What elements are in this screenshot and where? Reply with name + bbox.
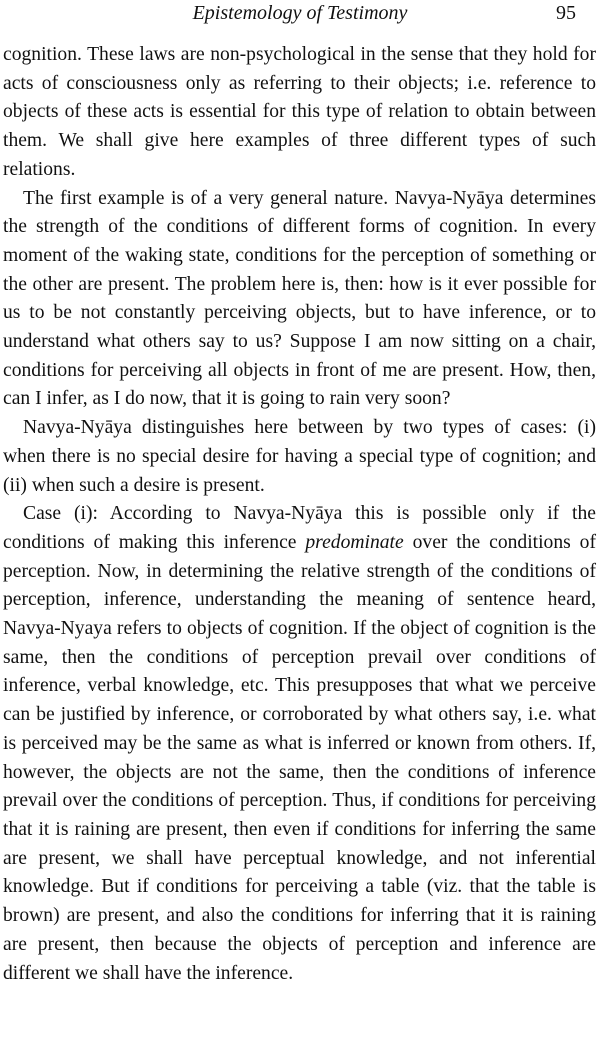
emphasized-word: predominate: [305, 531, 404, 553]
case-one-text-start: Case (i): According to Navya-Nyāya this is possible only if the conditions of making this inference: [3, 503, 596, 553]
case-one-text-end: over the conditions of perception. Now, in determining the relative strength of the conditions of perception, inference, understanding the meaning of sentence heard, Navya-Nyaya refers to objects of cognition. If the object of cognition is the same, then the conditions of perception prevail over conditions of inference, verbal knowledge, etc. This presupposes that what we perceive can be justified by inference, or corroborated by what others say, i.e. what is perceived may be the same as what is inferred or known from others. If, however, the objects are not the same, then the conditions of inference prevail over the conditions of perception. Thus, if conditions for perceiving that it is raining are present, then even if conditions for inferring the same are present, we shall have perceptual knowledge, and not inferential knowledge. But if conditions for perceiving a table (viz. that the table is brown) are present, and also the conditions for inferring that it is raining are present, then because the objects of perception and inference are different we shall have the inference.: [3, 531, 596, 984]
page-header: [0, 0, 600, 32]
paragraph-first-example: The first example is of a very general nature. Navya-Nyāya determines the strength of the conditions of different forms of cognition. In every moment of the waking state, conditions for the perception of something or the other are present. The problem here is, then: how is it ever possible for us to be not constantly perceiving objects, but to have inference, or to understand what others say to us? Suppose I am now sitting on a chair, conditions for perceiving all objects in front of me are present. How, then, can I infer, as I do now, that it is going to rain very soon?: [3, 187, 596, 410]
body-text: [3, 41, 596, 988]
paragraph-case-one: [3, 500, 596, 988]
paragraph-two-cases: Navya-Nyāya distinguishes here between by two types of cases: (i) when there is no special desire for having a special type of cognition; and (ii) when such a desire is present.: [3, 417, 596, 496]
running-title: Epistemology of Testimony: [192, 2, 408, 24]
page-number: 95: [556, 2, 576, 24]
paragraph-continuation: cognition. These laws are non-psychological in the sense that they hold for acts of consciousness only as referring to their objects; i.e. reference to objects of these acts is essential for this type of relation to obtain between them. We shall give here examples of three different types of such relations.: [3, 44, 596, 180]
